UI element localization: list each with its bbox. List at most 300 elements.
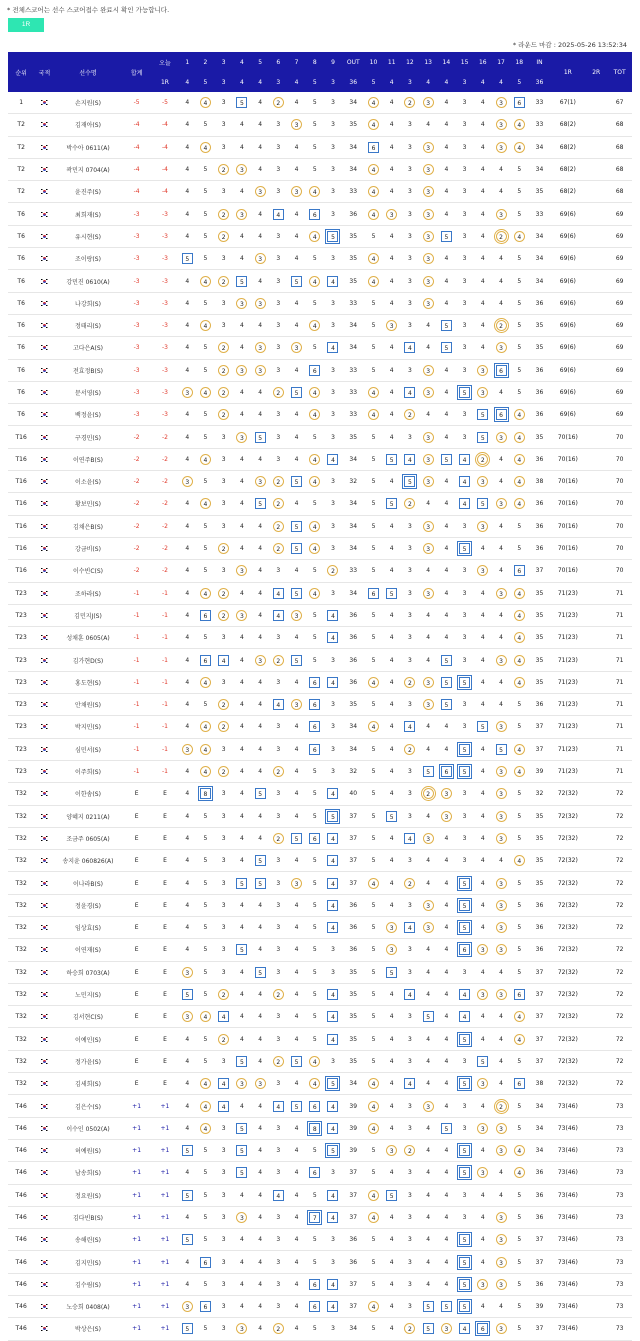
header-nation: 국적 — [34, 52, 54, 92]
hole-score: 3 — [408, 968, 412, 976]
hole-score: 3 — [221, 1258, 226, 1266]
r1-cell: 69(6) — [551, 381, 585, 403]
hole-score: 3 — [182, 744, 193, 755]
player-name[interactable]: 노민지(S) — [55, 983, 122, 1005]
r1-cell: 71(23) — [551, 694, 585, 716]
hole-score: 4 — [480, 768, 485, 776]
hole-score-cell — [178, 92, 196, 114]
nation-cell — [34, 961, 54, 983]
player-name[interactable]: 조금주 0605(A) — [55, 827, 122, 849]
hole-score-cell — [287, 292, 305, 314]
player-name[interactable]: 임상효(S) — [55, 916, 122, 938]
player-name[interactable]: 정태리(S) — [55, 314, 122, 336]
hole-score-cell — [364, 1006, 382, 1028]
total-cell: -3 — [121, 359, 151, 381]
in-total-cell: 37 — [528, 1229, 550, 1251]
hole-score: 4 — [368, 677, 379, 688]
hole-score: 2 — [273, 521, 284, 532]
hole-score: 4 — [258, 1057, 263, 1065]
hole-score-cell — [269, 738, 287, 760]
hole-score-cell — [233, 805, 251, 827]
in-total-cell: 36 — [528, 1184, 550, 1206]
hole-score-cell — [474, 292, 492, 314]
player-name[interactable]: 김재아(S) — [55, 114, 122, 136]
korea-flag-icon — [40, 1214, 48, 1220]
hole-score: 4 — [514, 655, 525, 666]
player-name[interactable]: 구경민(S) — [55, 426, 122, 448]
hole-score: 2 — [273, 1323, 284, 1334]
hole-score-cell — [178, 1184, 196, 1206]
korea-flag-icon — [40, 300, 48, 306]
hole-score-cell — [269, 1206, 287, 1228]
hole-score: 3 — [276, 1213, 281, 1221]
player-name[interactable]: 허예원(S) — [55, 1139, 122, 1161]
hole-score-cell — [455, 1296, 473, 1318]
rank-cell: T32 — [8, 805, 34, 827]
player-name[interactable]: 조이랑(S) — [55, 248, 122, 270]
hole-score: 3 — [408, 277, 412, 285]
tot-cell: 73 — [607, 1139, 632, 1161]
hole-score-cell — [178, 292, 196, 314]
player-name[interactable]: 정가윤(S) — [55, 1050, 122, 1072]
player-name[interactable]: 손지원(S) — [55, 92, 122, 114]
hole-score: 5 — [441, 454, 452, 465]
player-name[interactable]: 이수빈C(S) — [55, 560, 122, 582]
hole-score: 3 — [462, 723, 467, 731]
hole-score: 4 — [294, 1236, 299, 1244]
hole-score: 3 — [182, 387, 193, 398]
table-row — [8, 337, 632, 359]
rank-cell: T23 — [8, 627, 34, 649]
player-name[interactable]: 홍도현(S) — [55, 671, 122, 693]
player-name[interactable]: 성채훈 0605(A) — [55, 627, 122, 649]
in-total-cell: 36 — [528, 916, 550, 938]
player-name[interactable]: 이연재(S) — [55, 939, 122, 961]
player-name[interactable]: 고다은A(S) — [55, 337, 122, 359]
hole-score: 4 — [404, 387, 415, 398]
hole-score: 3 — [408, 1303, 412, 1311]
hole-score-cell — [492, 738, 510, 760]
hole-score: 4 — [258, 1213, 263, 1221]
hole-score: 3 — [331, 946, 335, 954]
hole-score-cell — [419, 448, 437, 470]
hole-score: 4 — [185, 1080, 190, 1088]
korea-flag-icon — [40, 323, 48, 329]
hole-score-cell — [324, 649, 342, 671]
hole-score: 4 — [200, 1123, 211, 1134]
hole-score: 5 — [517, 834, 522, 842]
hole-score-cell — [419, 627, 437, 649]
hole-score: 3 — [276, 322, 281, 330]
hole-score: 2 — [404, 97, 415, 108]
hole-score-cell — [287, 916, 305, 938]
player-name[interactable]: 심민서(S) — [55, 738, 122, 760]
hole-score: 5 — [236, 944, 247, 955]
player-name[interactable]: 김서현C(S) — [55, 1006, 122, 1028]
player-name[interactable]: 전효정B(S) — [55, 359, 122, 381]
hole-score-cell — [510, 1073, 528, 1095]
hole-score-cell — [251, 671, 269, 693]
player-name[interactable]: 김민지J(S) — [55, 604, 122, 626]
hole-score-cell — [306, 872, 324, 894]
korea-flag-icon — [40, 612, 48, 618]
hole-score: 4 — [480, 589, 485, 597]
player-name[interactable]: 이나라B(S) — [55, 872, 122, 894]
hole-score: 5 — [517, 166, 522, 174]
hole-score: 5 — [312, 166, 317, 174]
player-name[interactable]: 안채원(S) — [55, 694, 122, 716]
hole-score: 5 — [203, 857, 208, 865]
hole-score: 5 — [517, 1280, 522, 1288]
hole-score: 3 — [331, 366, 335, 374]
r2-cell — [585, 1139, 607, 1161]
player-name[interactable]: 나강희(S) — [55, 292, 122, 314]
hole-score-cell — [510, 827, 528, 849]
hole-score: 5 — [517, 322, 522, 330]
hole-score-cell — [437, 1073, 455, 1095]
player-name[interactable]: 양혜지 0211(A) — [55, 805, 122, 827]
table-row — [8, 181, 632, 203]
hole-score: 4 — [480, 790, 485, 798]
out-total-cell: 36 — [342, 649, 364, 671]
hole-score-cell — [474, 158, 492, 180]
in-total-cell: 34 — [528, 1139, 550, 1161]
hole-score-cell — [233, 1028, 251, 1050]
hole-score: 5 — [371, 232, 376, 240]
hole-score: 5 — [441, 677, 452, 688]
hole-score-cell — [437, 783, 455, 805]
header-par-9: 3 — [324, 72, 342, 92]
hole-score-cell — [269, 448, 287, 470]
hole-score-cell — [510, 314, 528, 336]
hole-score: 3 — [291, 119, 302, 130]
out-total-cell: 36 — [342, 939, 364, 961]
hole-score: 4 — [239, 188, 244, 196]
hole-score-cell — [196, 515, 214, 537]
hole-score-cell — [455, 471, 473, 493]
out-total-cell: 34 — [342, 515, 364, 537]
header-hole-14: 14 — [437, 52, 455, 72]
hole-score-cell — [269, 114, 287, 136]
hole-score: 3 — [221, 1169, 226, 1177]
hole-score-cell — [306, 225, 324, 247]
player-name[interactable]: 정요원(S) — [55, 1184, 122, 1206]
hole-score: 4 — [258, 232, 263, 240]
hole-score-cell — [419, 738, 437, 760]
hole-score-cell — [437, 181, 455, 203]
hole-score: 5 — [423, 1301, 434, 1312]
hole-score: 4 — [258, 678, 263, 686]
rank-cell: T6 — [8, 314, 34, 336]
hole-score-cell — [233, 1095, 251, 1117]
player-name[interactable]: 남송희(S) — [55, 1162, 122, 1184]
hole-score: 4 — [309, 543, 320, 554]
in-total-cell: 34 — [528, 158, 550, 180]
hole-score: 5 — [312, 143, 317, 151]
player-name[interactable]: 이한솜(S) — [55, 783, 122, 805]
hole-score: 4 — [368, 1101, 379, 1112]
hole-score: 4 — [294, 210, 299, 218]
player-name[interactable]: 곽민지 0704(A) — [55, 158, 122, 180]
total-cell: -2 — [121, 560, 151, 582]
player-name[interactable]: 박수아 0611(A) — [55, 136, 122, 158]
hole-score-cell — [251, 136, 269, 158]
hole-score: 4 — [389, 366, 394, 374]
hole-score-cell — [419, 471, 437, 493]
player-name[interactable]: 황보민(S) — [55, 493, 122, 515]
hole-score-cell — [383, 961, 401, 983]
hole-score: 4 — [294, 232, 299, 240]
hole-score-cell — [419, 872, 437, 894]
hole-score: 5 — [517, 879, 522, 887]
hole-score-cell — [215, 716, 233, 738]
table-row — [8, 1028, 632, 1050]
hole-score-cell — [306, 248, 324, 270]
hole-score: 3 — [236, 1078, 247, 1089]
player-name[interactable]: 김채은B(S) — [55, 515, 122, 537]
player-name[interactable]: 김수림(S) — [55, 1273, 122, 1295]
in-total-cell: 35 — [528, 426, 550, 448]
total-cell: +1 — [121, 1139, 151, 1161]
player-name[interactable]: 박상은(S) — [55, 1318, 122, 1340]
r1-cell: 73(46) — [551, 1273, 585, 1295]
hole-score: 4 — [258, 924, 263, 932]
hole-score: 4 — [239, 1035, 244, 1043]
hole-score: 4 — [480, 834, 485, 842]
player-name[interactable]: 이예인(S) — [55, 1028, 122, 1050]
player-name[interactable]: 김지민(S) — [55, 1251, 122, 1273]
hole-score: 4 — [185, 500, 190, 508]
player-name[interactable]: 송지윤 060826(A) — [55, 850, 122, 872]
r1-cell: 71(23) — [551, 716, 585, 738]
hole-score-cell — [364, 493, 382, 515]
total-cell: E — [121, 916, 151, 938]
r1-cell: 67(1) — [551, 92, 585, 114]
hole-score: 3 — [477, 1279, 488, 1290]
nation-cell — [34, 448, 54, 470]
hole-score: 4 — [258, 745, 263, 753]
hole-score: 4 — [239, 1191, 244, 1199]
hole-score-cell — [233, 560, 251, 582]
player-name[interactable]: 박지민(S) — [55, 716, 122, 738]
player-name[interactable]: 이연주B(S) — [55, 448, 122, 470]
hole-score: 3 — [221, 1191, 226, 1199]
hole-score-cell — [401, 783, 419, 805]
total-cell: E — [121, 983, 151, 1005]
player-name[interactable]: 조하라(S) — [55, 582, 122, 604]
header-hole-8: 8 — [306, 52, 324, 72]
hole-score: 4 — [185, 344, 190, 352]
korea-flag-icon — [40, 100, 48, 106]
korea-flag-icon — [40, 367, 48, 373]
hole-score-cell — [492, 136, 510, 158]
hole-score-cell — [251, 158, 269, 180]
player-name[interactable]: 문서영(S) — [55, 381, 122, 403]
hole-score-cell — [287, 426, 305, 448]
hole-score-cell — [324, 1028, 342, 1050]
hole-score: 4 — [389, 745, 394, 753]
hole-score-cell — [383, 1073, 401, 1095]
header-hole-1: 1 — [178, 52, 196, 72]
in-total-cell: 37 — [528, 961, 550, 983]
hole-score-cell — [269, 649, 287, 671]
out-total-cell: 34 — [342, 136, 364, 158]
hole-score: 3 — [221, 968, 226, 976]
hole-score: 5 — [517, 901, 522, 909]
player-name[interactable]: 이소윤(S) — [55, 471, 122, 493]
hole-score-cell — [492, 649, 510, 671]
hole-score: 3 — [331, 545, 335, 553]
hole-score-cell — [178, 1162, 196, 1184]
hole-score: 3 — [276, 857, 281, 865]
hole-score: 4 — [444, 99, 449, 107]
hole-score: 4 — [444, 545, 449, 553]
hole-score-cell — [178, 894, 196, 916]
player-name[interactable]: 노승희 0408(A) — [55, 1296, 122, 1318]
hole-score: 4 — [294, 1147, 299, 1155]
header-hole-11: 11 — [383, 52, 401, 72]
hole-score-cell — [287, 872, 305, 894]
hole-score: 5 — [386, 811, 397, 822]
hole-score-cell — [269, 827, 287, 849]
in-total-cell: 37 — [528, 560, 550, 582]
hole-score: 5 — [477, 1056, 488, 1067]
rank-cell: T46 — [8, 1162, 34, 1184]
hole-score-cell — [306, 671, 324, 693]
hole-score: 4 — [327, 1034, 338, 1045]
hole-score: 4 — [514, 855, 525, 866]
hole-score-cell — [383, 649, 401, 671]
hole-score-cell — [492, 448, 510, 470]
hole-score: 4 — [426, 1147, 431, 1155]
tot-cell: 71 — [607, 627, 632, 649]
hole-score: 4 — [185, 611, 190, 619]
player-name[interactable]: 정윤경(S) — [55, 894, 122, 916]
hole-score: 3 — [276, 299, 281, 307]
today-cell: E — [152, 983, 178, 1005]
hole-score-cell — [287, 471, 305, 493]
hole-score: 4 — [480, 634, 485, 642]
round-tab-1r[interactable]: 1R — [8, 18, 44, 32]
hole-score: 4 — [294, 1124, 299, 1132]
hole-score: 4 — [239, 968, 244, 976]
hole-score-cell — [401, 961, 419, 983]
hole-score: 4 — [480, 701, 485, 709]
hole-score: 4 — [258, 567, 263, 575]
hole-score-cell — [474, 314, 492, 336]
hole-score-cell — [383, 1006, 401, 1028]
player-name[interactable]: 이수인 0502(A) — [55, 1117, 122, 1139]
hole-score-cell — [492, 404, 510, 426]
hole-score: 4 — [258, 812, 263, 820]
hole-score: 5 — [203, 366, 208, 374]
player-name[interactable]: 하승희 0703(A) — [55, 961, 122, 983]
player-name[interactable]: 김세희(S) — [55, 1073, 122, 1095]
hole-score-cell — [383, 1296, 401, 1318]
hole-score: 3 — [331, 522, 335, 530]
hole-score-cell — [401, 359, 419, 381]
total-cell: -1 — [121, 582, 151, 604]
player-name[interactable]: 김가현D(S) — [55, 649, 122, 671]
hole-score-cell — [364, 850, 382, 872]
player-name[interactable]: 강민진 0610(A) — [55, 270, 122, 292]
player-name[interactable]: 유시현(S) — [55, 225, 122, 247]
hole-score: 5 — [423, 766, 434, 777]
hole-score: 5 — [291, 521, 302, 532]
out-total-cell: 35 — [342, 694, 364, 716]
hole-score: 5 — [517, 968, 522, 976]
hole-score-cell — [455, 92, 473, 114]
total-cell: -1 — [121, 649, 151, 671]
today-cell: E — [152, 1006, 178, 1028]
hole-score-cell — [269, 136, 287, 158]
r1-cell: 71(23) — [551, 760, 585, 782]
hole-score: 4 — [239, 1236, 244, 1244]
hole-score: 4 — [389, 1080, 394, 1088]
player-name[interactable]: 최희재(S) — [55, 203, 122, 225]
hole-score: 5 — [517, 545, 522, 553]
hole-score-cell — [455, 292, 473, 314]
hole-score-cell — [269, 1229, 287, 1251]
player-name[interactable]: 김다빈B(S) — [55, 1206, 122, 1228]
hole-score-cell — [364, 92, 382, 114]
total-cell: -3 — [121, 270, 151, 292]
hole-score-cell — [215, 894, 233, 916]
hole-score: 3 — [331, 1057, 335, 1065]
hole-score: 4 — [368, 186, 379, 197]
hole-score-cell — [269, 203, 287, 225]
hole-score: 4 — [514, 476, 525, 487]
player-name[interactable]: 백정윤(S) — [55, 404, 122, 426]
hole-score: 3 — [496, 1279, 507, 1290]
hole-score: 2 — [218, 164, 229, 175]
hole-score-cell — [492, 961, 510, 983]
hole-score-cell — [383, 1273, 401, 1295]
header-player: 선수명 — [55, 52, 122, 92]
hole-score-cell — [419, 1273, 437, 1295]
hole-score-cell — [269, 1162, 287, 1184]
r2-cell — [585, 158, 607, 180]
r1-cell: 68(2) — [551, 114, 585, 136]
player-name[interactable]: 윤진주(S) — [55, 181, 122, 203]
hole-score-cell — [364, 1206, 382, 1228]
out-total-cell: 35 — [342, 1050, 364, 1072]
player-name[interactable]: 김은수(S) — [55, 1095, 122, 1117]
hole-score: 5 — [441, 1123, 452, 1134]
player-name[interactable]: 강금비(S) — [55, 537, 122, 559]
hole-score-cell — [510, 1318, 528, 1340]
hole-score: 3 — [462, 255, 467, 263]
hole-score-cell — [269, 337, 287, 359]
hole-score: 5 — [182, 1323, 193, 1334]
player-name[interactable]: 송해린(S) — [55, 1229, 122, 1251]
tot-cell: 71 — [607, 671, 632, 693]
hole-score: 3 — [496, 498, 507, 509]
hole-score: 3 — [408, 1102, 412, 1110]
hole-score-cell — [196, 114, 214, 136]
hole-score-cell — [437, 493, 455, 515]
hole-score: 4 — [309, 276, 320, 287]
in-total-cell: 36 — [528, 694, 550, 716]
hole-score: 4 — [426, 1057, 431, 1065]
nation-cell — [34, 471, 54, 493]
hole-score-cell — [196, 1028, 214, 1050]
hole-score-cell — [287, 805, 305, 827]
hole-score: 5 — [312, 1035, 317, 1043]
player-name[interactable]: 이주희(S) — [55, 760, 122, 782]
r1-cell: 72(32) — [551, 1006, 585, 1028]
hole-score: 3 — [331, 143, 335, 151]
